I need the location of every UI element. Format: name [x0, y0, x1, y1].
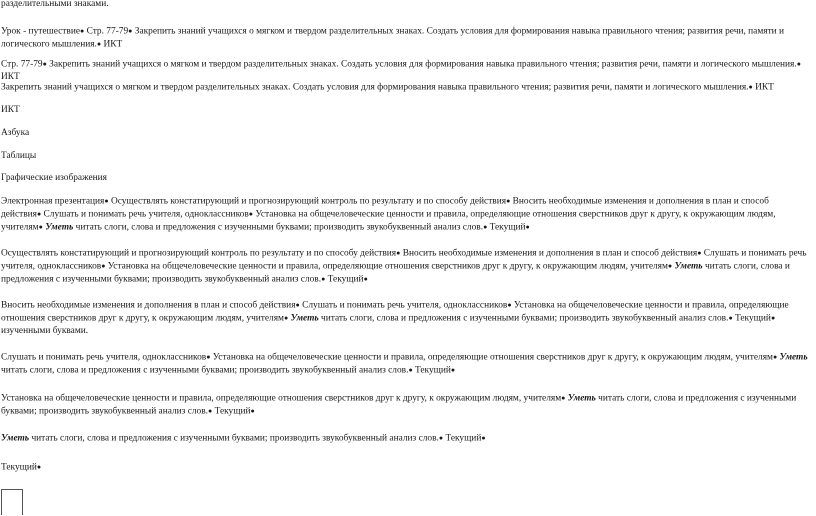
paragraph-8: Электронная презентация● Осуществлять констатирующий и прогнозирующий контроль по результату и по способу действия● Вносить необходимые изменения и дополнения в план и способ действия● Слушать и понимать речь учителя, одноклассников● Установка на общечеловеческие ценности и правила, определяющие отношения сверстников друг к другу, к окружающим людям, учителям● Уметь читать слоги, слова и предложения с изученными буквами; производить звукобуквенный анализ слов.● Текущий● — [1, 196, 776, 233]
bullet-icon: ● — [42, 60, 47, 68]
bullet-icon: ● — [483, 222, 488, 231]
bullet-icon: ● — [248, 209, 253, 218]
bullet-icon: ● — [250, 406, 255, 415]
bullet-icon: ● — [667, 261, 673, 270]
bullet-icon: ● — [525, 222, 530, 231]
bullet-icon: ● — [408, 365, 413, 374]
bullet-icon: ● — [697, 249, 702, 257]
bullet-icon: ● — [80, 27, 85, 35]
bullet-icon: ● — [36, 209, 42, 218]
bullet-icon: ● — [507, 301, 512, 309]
paragraph-2: Стр. 77-79● Закрепить знаний учащихся о мягком и твердом разделительных знаках. Создать условия для формирования навыка правильного чтения; развития речи, памяти и логического мышления.● ИКТ — [1, 59, 801, 82]
bullet-icon: ● — [796, 60, 801, 68]
paragraph-4: ИКТ — [1, 105, 20, 115]
bullet-icon: ● — [770, 313, 776, 322]
bullet-icon: ● — [36, 463, 42, 471]
empty-table-cell — [1, 489, 23, 515]
paragraph-0: разделительными знаками. — [1, 0, 109, 9]
bullet-icon: ● — [748, 83, 753, 91]
bullet-icon: ● — [128, 27, 133, 35]
bullet-icon: ● — [728, 313, 733, 322]
bullet-icon: ● — [438, 434, 444, 442]
paragraph-1: Урок - путешествие● Стр. 77-79● Закрепить знаний учащихся о мягком и твердом разделительных знаках. Создать условия для формирования навыка правильного чтения; развития речи, памяти и логического мышления.● ИКТ — [1, 26, 785, 50]
bullet-icon: ● — [506, 197, 511, 205]
bullet-icon: ● — [284, 313, 289, 322]
paragraph-11: Слушать и понимать речь учителя, одноклассников● Установка на общечеловеческие ценности и правила, определяющие отношения сверстников друг к другу, к окружающим людям, учителям● Уметь читать слоги, слова и предложения с изученными буквами; производить звукобуквенный анализ слов.● Текущий● — [1, 352, 808, 376]
bullet-icon: ● — [104, 197, 109, 205]
bullet-icon: ● — [481, 434, 486, 442]
bullet-icon: ● — [321, 274, 326, 283]
bullet-icon: ● — [363, 274, 368, 283]
bullet-icon: ● — [295, 301, 300, 309]
paragraph-14: Текущий● — [1, 462, 42, 473]
paragraph-5: Азбука — [1, 128, 30, 138]
bullet-icon: ● — [561, 394, 566, 402]
bullet-icon: ● — [208, 406, 213, 415]
paragraph-7: Графические изображения — [1, 173, 107, 183]
paragraph-10: Вносить необходимые изменения и дополнения в план и способ действия● Слушать и понимать речь учителя, одноклассников● Установка на общечеловеческие ценности и правила, определяющие отношения сверстников друг к другу, к окружающим людям, учителям● Уметь читать слоги, слова и предложения с изученными буквами; производить звукобуквенный анализ слов.● Текущий● изученными буквами. — [1, 300, 789, 336]
paragraph-3: Закрепить знаний учащихся о мягком и твердом разделительных знаках. Создать условия для формирования навыка правильного чтения; развития речи, памяти и логического мышления.● ИКТ — [1, 82, 774, 93]
bullet-icon: ● — [206, 353, 211, 361]
bullet-icon: ● — [772, 353, 778, 361]
paragraph-6: Таблицы — [1, 151, 37, 161]
paragraph-13: Уметь читать слоги, слова и предложения с изученными буквами; производить звукобуквенный анализ слов.● Текущий● — [1, 433, 486, 444]
bullet-icon: ● — [396, 249, 401, 257]
paragraph-9: Осуществлять констатирующий и прогнозирующий контроль по результату и по способу действия● Вносить необходимые изменения и дополнения в план и способ действия● Слушать и понимать речь учителя, одноклассников● Установка на общечеловеческие ценности и правила, определяющие отношения сверстников друг к другу, к окружающим людям, учителям● Уметь читать слоги, слова и предложения с изученными буквами; производить звукобуквенный анализ слов.● Текущий● — [1, 248, 807, 285]
bullet-icon: ● — [450, 365, 456, 374]
bullet-icon: ● — [38, 222, 43, 231]
paragraph-12: Установка на общечеловеческие ценности и правила, определяющие отношения сверстников друг к другу, к окружающим людям, учителям● Уметь читать слоги, слова и предложения с изученными буквами; производить звукобуквенный анализ слов.● Текущий● — [1, 393, 797, 417]
bullet-icon: ● — [101, 261, 106, 270]
bullet-icon: ● — [96, 39, 102, 48]
